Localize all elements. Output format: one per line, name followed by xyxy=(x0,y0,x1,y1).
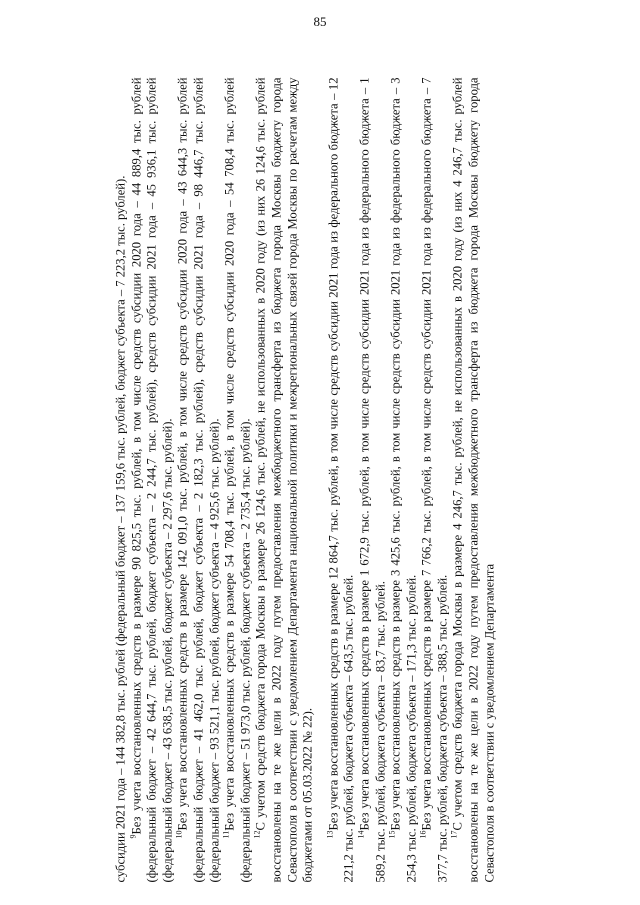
footnote-text: Без учета восстановленных средств в размере 3 425,6 тыс. рублей, в том числе средств субсидии 2021 года из федерального бюджета – 3 254,3 тыс. рублей, бюджета субъекта – 171,3 тыс. рублей. xyxy=(388,77,418,883)
footnote-marker: 10 xyxy=(174,830,184,839)
footnote-12 xyxy=(253,78,315,883)
paragraph-continuation xyxy=(113,78,129,883)
footnote-17 xyxy=(450,78,497,883)
footnote-10 xyxy=(175,78,222,883)
footnote-text: Без учета восстановленных средств в размере 1 672,9 тыс. рублей, в том числе средств субсидии 2021 года из федерального бюджета – 1 589,2 тыс. рублей, бюджета субъекта – 83,7 тыс. рублей. xyxy=(356,77,387,883)
page-number: 85 xyxy=(313,14,327,29)
footnote-9 xyxy=(129,78,176,883)
footnote-14 xyxy=(357,78,388,883)
footnote-text: Без учета восстановленных средств в размере 54 708,4 тыс. рублей, в том числе средств субсидии 2020 года – 54 708,4 тыс. рублей (федеральный бюджет – 51 973,0 тыс. рублей, бюджет субъекта – 2 735,4 тыс. рублей). xyxy=(222,77,252,883)
footnote-text: С учетом средств бюджета города Москвы в размере 26 124,6 тыс. рублей, не использованных в 2020 году (из них 26 124,6 тыс. рублей восстановлены на те же цели в 2022 году путем предоставления межбюджетного трансферта из бюджета города Москвы бюджету города Севастополя в соответствии с уведомлением Департамента национальной политики и межрегиональных связей города Москвы по расчетам между бюджетами от 05.03.2022 № 22). xyxy=(253,77,315,883)
footnote-marker: 16 xyxy=(418,830,428,839)
footnote-text: Без учета восстановленных средств в размере 7 766,2 тыс. рублей, в том числе средств субсидии 2021 года из федерального бюджета – 7 377,7 тыс. рублей, бюджета субъекта – 388,5 тыс. рублей. xyxy=(419,77,449,883)
rotated-footnotes-block xyxy=(113,78,583,883)
footnote-marker: 17 xyxy=(449,830,459,839)
footnote-marker: 13 xyxy=(324,830,334,839)
footnote-15 xyxy=(388,78,419,883)
footnote-marker: 14 xyxy=(355,830,365,839)
footnote-text: Без учета восстановленных средств в размере 12 864,7 тыс. рублей, в том числе средств субсидии 2021 года из федерального бюджета – 12 221,2 тыс. рублей, бюджета субъекта – 643,5 тыс. рублей. xyxy=(325,77,356,883)
footnote-text: С учетом средств бюджета города Москвы в размере 4 246,7 тыс. рублей, не использованных в 2020 году (из них 4 246,7 тыс. рублей восстановлены на те же цели в 2022 году путем предоставления межбюджетного трансферта из бюджета города Москвы бюджету города Севастополя в соответствии с уведомлением Департамента xyxy=(450,77,496,883)
footnote-marker: 9 xyxy=(127,834,137,839)
footnote-text: Без учета восстановленных средств в размере 90 825,5 тыс. рублей, в том числе средств субсидии 2020 года – 44 889,4 тыс. рублей (федеральный бюджет – 42 644,7 тыс. рублей, бюджет субъекта – 2 244,7 тыс. рублей), средств субсидии 2021 года – 45 936,1 тыс. рублей (федеральный бюджет – 43 638,5 тыс. рублей, бюджет субъекта – 2 297,6 тыс. рублей). xyxy=(128,77,174,883)
footnote-marker: 11 xyxy=(221,830,231,839)
footnote-11 xyxy=(222,78,253,883)
footnote-marker: 15 xyxy=(387,830,397,839)
paragraph-text: субсидии 2021 года – 144 382,8 тыс. рублей (федеральный бюджет – 137 159,6 тыс. рублей, бюджет субъекта – 7 223,2 тыс. рублей). xyxy=(113,175,127,883)
footnote-16 xyxy=(419,78,450,883)
footnote-marker: 12 xyxy=(252,830,262,839)
footnote-13 xyxy=(326,78,357,883)
footnote-text: Без учета восстановленных средств в размере 142 091,0 тыс. рублей, в том числе средств субсидии 2020 года – 43 644,3 тыс. рублей (федеральный бюджет – 41 462,0 тыс. рублей, бюджет субъекта – 2 182,3 тыс. рублей), средств субсидии 2021 года – 98 446,7 тыс. рублей (федеральный бюджет – 93 521,1 тыс. рублей, бюджет субъекта – 4 925,6 тыс. рублей). xyxy=(175,77,221,883)
